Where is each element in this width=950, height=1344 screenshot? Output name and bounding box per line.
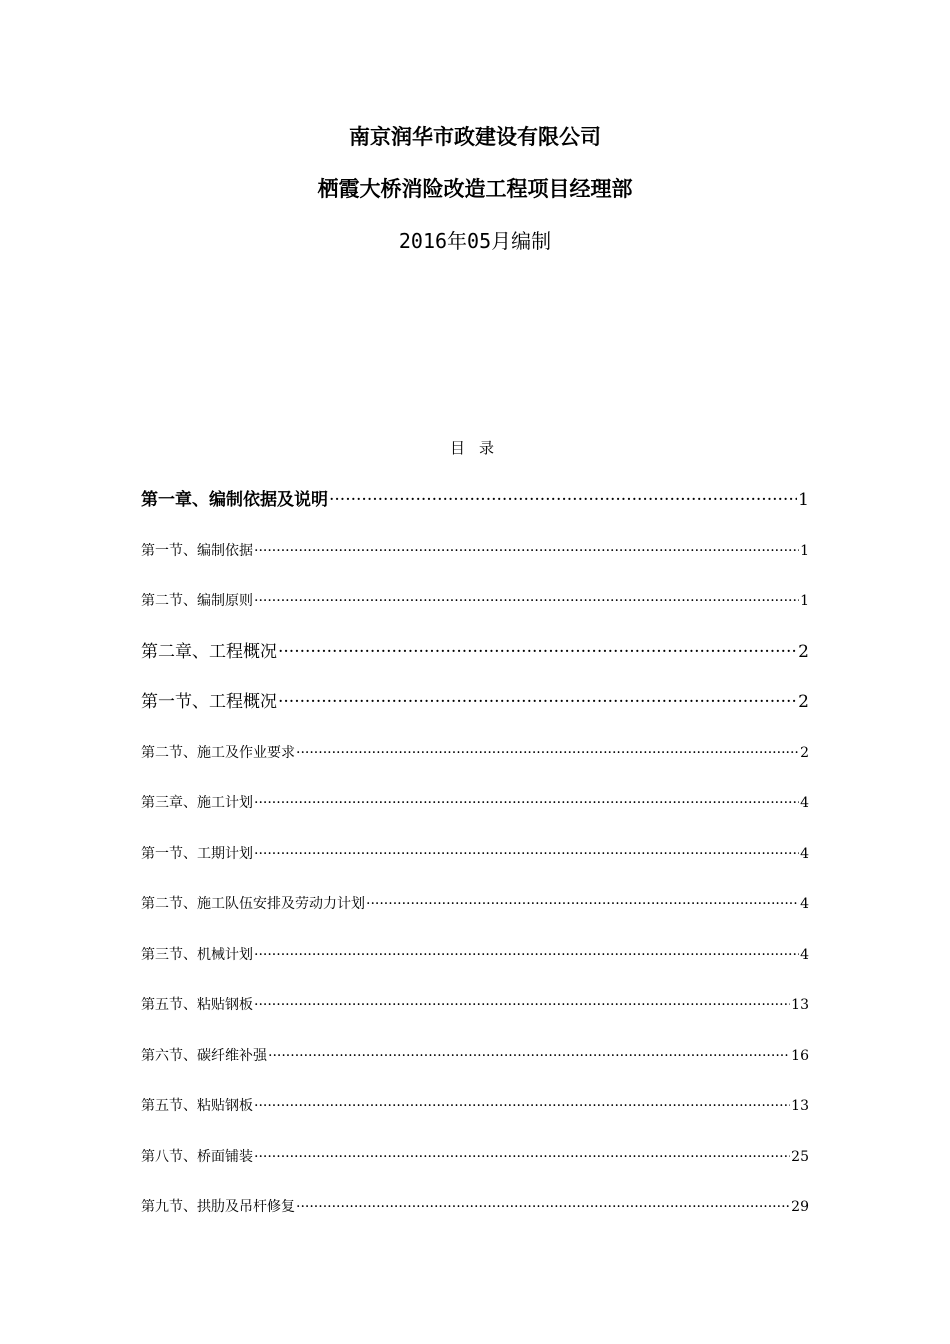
toc-dot-leader xyxy=(254,1147,790,1161)
toc-entry[interactable] xyxy=(141,995,809,1015)
toc-entry-label: 第二章、工程概况 xyxy=(141,641,277,662)
toc-entry-page: 2 xyxy=(798,641,809,662)
toc-entry-label: 第一节、编制依据 xyxy=(141,542,253,559)
toc-dot-leader xyxy=(254,591,799,605)
toc-entry-label: 第五节、粘贴钢板 xyxy=(141,997,253,1013)
toc-entry[interactable] xyxy=(141,488,809,512)
toc-entry[interactable] xyxy=(141,1197,809,1217)
toc-entry[interactable] xyxy=(141,743,809,763)
toc-entry-label: 第五节、粘贴钢板 xyxy=(141,1098,253,1114)
toc-entry-page: 1 xyxy=(798,490,809,510)
toc-entry[interactable] xyxy=(141,1046,809,1066)
toc-entry[interactable] xyxy=(141,844,809,864)
toc-dot-leader xyxy=(254,995,790,1009)
toc-heading: 目录 xyxy=(449,439,508,457)
toc-entry-label: 第二节、编制原则 xyxy=(141,593,253,609)
toc-entry[interactable] xyxy=(141,640,809,664)
toc-dot-leader xyxy=(296,743,799,757)
toc-entry-label: 第三节、机械计划 xyxy=(141,946,253,963)
toc-dot-leader xyxy=(254,945,799,959)
toc-entry[interactable] xyxy=(141,1147,809,1167)
toc-entry-page: 2 xyxy=(800,744,809,761)
toc-entry-label: 第三章、施工计划 xyxy=(141,795,253,811)
toc-entry-page: 29 xyxy=(791,1199,809,1215)
toc-entry-label: 第一节、工期计划 xyxy=(141,845,253,862)
toc-entry[interactable] xyxy=(141,945,809,965)
toc-entry-label: 第一节、工程概况 xyxy=(141,692,277,712)
toc-entry-label: 第八节、桥面铺装 xyxy=(141,1148,253,1165)
toc-entry[interactable] xyxy=(141,591,809,611)
toc-dot-leader xyxy=(278,690,797,707)
toc-entry-page: 4 xyxy=(800,896,809,912)
toc-entry[interactable] xyxy=(141,1096,809,1116)
toc-entry-page: 2 xyxy=(798,692,809,712)
toc-dot-leader xyxy=(296,1197,790,1211)
toc-entry-label: 第二节、施工及作业要求 xyxy=(141,744,295,761)
toc-entry-label: 第六节、碳纤维补强 xyxy=(141,1047,267,1064)
toc-entry-page: 13 xyxy=(791,1098,809,1114)
toc-dot-leader xyxy=(254,844,799,858)
toc-dot-leader xyxy=(366,894,799,908)
toc-entry-label: 第二节、施工队伍安排及劳动力计划 xyxy=(141,896,365,912)
toc-entry[interactable] xyxy=(141,894,809,914)
toc-entry-page: 1 xyxy=(800,593,809,609)
toc-entry-page: 16 xyxy=(791,1047,809,1064)
company-name: 南京润华市政建设有限公司 xyxy=(349,124,601,149)
toc-entry[interactable] xyxy=(141,541,809,561)
toc-entry[interactable] xyxy=(141,793,809,813)
compile-date: 2016年05月编制 xyxy=(398,229,552,253)
toc-dot-leader xyxy=(278,640,797,657)
toc-dot-leader xyxy=(268,1046,790,1060)
toc-entry[interactable] xyxy=(141,690,809,714)
toc-entry-page: 4 xyxy=(800,795,809,811)
toc-entry-label: 第一章、编制依据及说明 xyxy=(141,490,328,510)
toc-dot-leader xyxy=(254,793,799,807)
toc-entry-page: 1 xyxy=(800,542,809,559)
toc-dot-leader xyxy=(329,488,797,505)
toc-entry-label: 第九节、拱肋及吊杆修复 xyxy=(141,1199,295,1215)
toc-entry-page: 4 xyxy=(800,946,809,963)
department-name: 栖霞大桥消险改造工程项目经理部 xyxy=(317,176,633,201)
toc-entry-page: 4 xyxy=(800,845,809,862)
toc-entry-page: 13 xyxy=(791,997,809,1013)
toc-entry-page: 25 xyxy=(791,1148,809,1165)
toc-dot-leader xyxy=(254,1096,790,1110)
toc-dot-leader xyxy=(254,541,799,555)
